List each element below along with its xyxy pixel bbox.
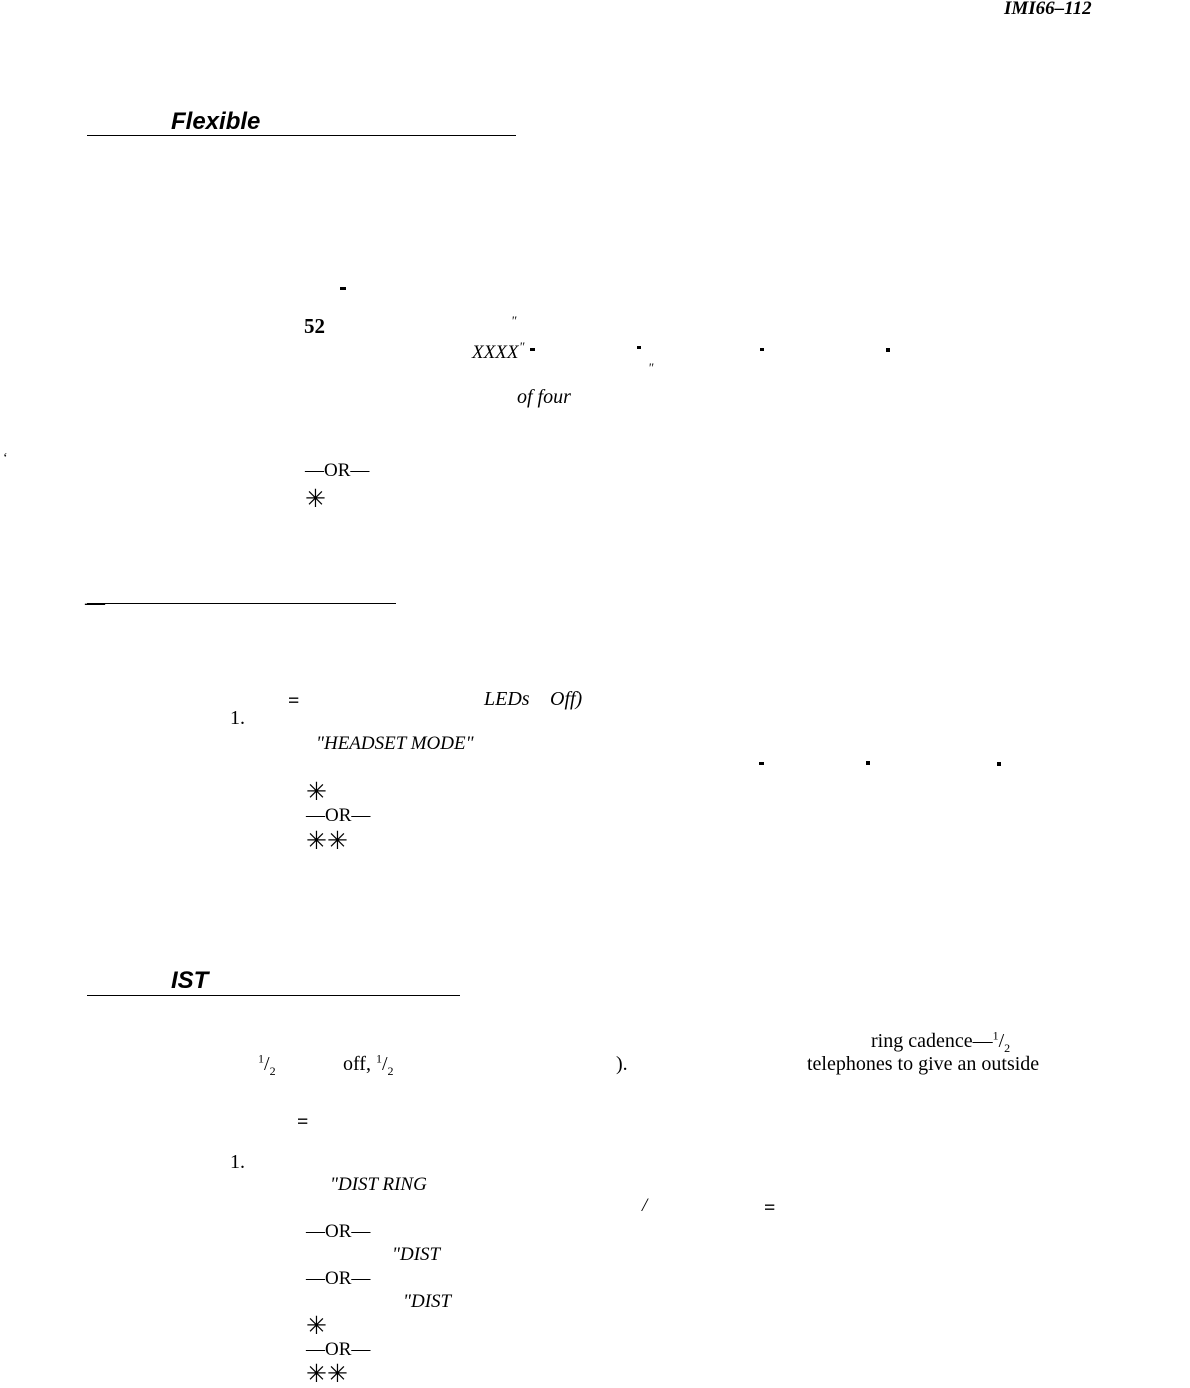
dash-mark bbox=[530, 348, 535, 351]
star-key-icon: ✳ bbox=[306, 779, 327, 806]
half-fraction: $^1/_2$ bbox=[258, 1051, 276, 1078]
or-separator: —OR— bbox=[306, 1268, 371, 1289]
step-number: 1. bbox=[230, 1151, 245, 1173]
display-dist: "DIST bbox=[392, 1244, 441, 1265]
equals-sign: = bbox=[297, 1111, 309, 1133]
ring-cadence-text: ring $cadence—^1/_2$ bbox=[871, 1028, 1011, 1055]
step-number: 1. bbox=[230, 707, 245, 729]
display-dist-ring: "DIST RING bbox=[330, 1174, 427, 1195]
code-placeholder: XXXX bbox=[472, 342, 519, 363]
section-heading-flexible: Flexible bbox=[171, 108, 261, 135]
dash-mark bbox=[340, 287, 346, 290]
quote-mark: " bbox=[648, 360, 654, 375]
dash-mark bbox=[759, 762, 764, 765]
display-dist: "DIST bbox=[403, 1291, 452, 1312]
scan-artifact bbox=[1173, 1127, 1179, 1165]
dash-mark bbox=[637, 346, 641, 349]
document-id: IMI66–112 bbox=[1004, 0, 1092, 19]
or-separator: —OR— bbox=[306, 1221, 371, 1242]
equals-sign: = bbox=[764, 1197, 776, 1219]
scan-artifact bbox=[1171, 318, 1177, 370]
count-text: of four bbox=[517, 386, 571, 408]
section-rule bbox=[87, 135, 516, 136]
close-paren: ). bbox=[616, 1053, 628, 1075]
or-separator: —OR— bbox=[305, 460, 370, 481]
margin-mark: ‘ bbox=[3, 451, 8, 466]
dash-mark bbox=[760, 348, 764, 351]
dot-mark bbox=[997, 762, 1001, 766]
section-heading-ist: IST bbox=[171, 967, 209, 994]
dot-mark bbox=[886, 348, 890, 352]
code-quote: " bbox=[519, 339, 525, 354]
slash-mark: / bbox=[642, 1195, 648, 1216]
telephones-text: telephones to give an outside bbox=[807, 1053, 1040, 1075]
star-key-icon: ✳ bbox=[305, 486, 326, 513]
star-key-icon: ✳ bbox=[306, 1313, 327, 1340]
section-rule bbox=[87, 995, 460, 996]
leds-text: LEDs bbox=[484, 688, 530, 710]
off-half-text: off, $^1/_2$ bbox=[343, 1051, 394, 1078]
equals-sign: = bbox=[288, 690, 300, 712]
or-separator: —OR— bbox=[306, 1339, 371, 1360]
double-star-key-icon: ✳✳ bbox=[306, 828, 348, 855]
or-separator: —OR— bbox=[306, 805, 371, 826]
display-headset-mode: "HEADSET MODE" bbox=[316, 733, 474, 754]
section-rule bbox=[87, 603, 396, 604]
double-star-key-icon: ✳✳ bbox=[306, 1361, 348, 1388]
number-52: 52 bbox=[304, 314, 325, 338]
off-text: Off) bbox=[550, 688, 583, 710]
quote-mark: " bbox=[511, 313, 517, 328]
section-heading-mark: — bbox=[85, 592, 105, 614]
dot-mark bbox=[866, 761, 870, 765]
